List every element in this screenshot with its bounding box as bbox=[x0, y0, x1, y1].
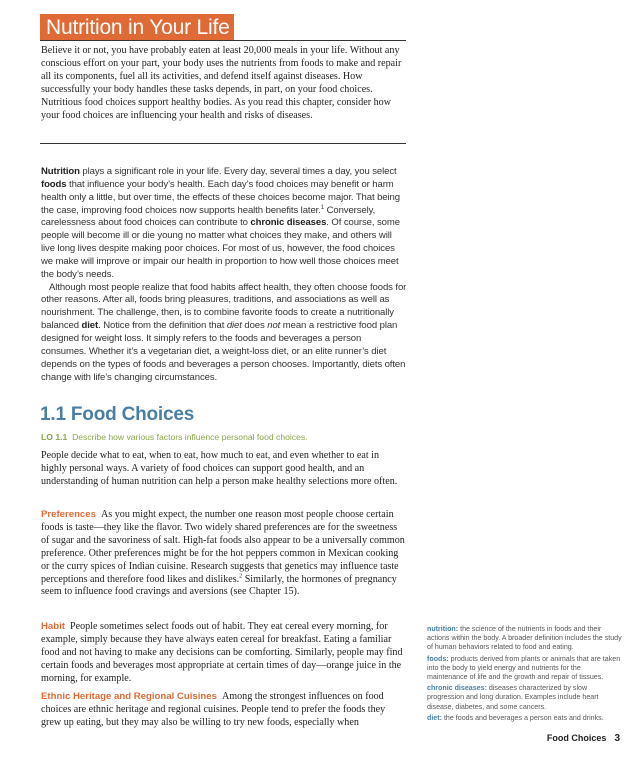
glossary-definition: the science of the nutrients in foods and their actions within the body. A broader definition includes the study of human behaviors related to food and eating. bbox=[427, 625, 622, 652]
page-number: 3 bbox=[614, 733, 620, 744]
ethnic-label: Ethnic Heritage and Regional Cuisines bbox=[41, 691, 217, 702]
paragraph-nutrition bbox=[41, 166, 407, 282]
glossary-entry-diet bbox=[427, 714, 623, 723]
glossary-definition: products derived from plants or animals that are taken into the body to yield energy and nutrients for the maintenance of life and the growth and repair of tissues. bbox=[427, 654, 621, 682]
ethnic-paragraph bbox=[41, 691, 407, 730]
learning-objective bbox=[41, 432, 308, 442]
glossary-definition: the foods and beverages a person eats and drinks. bbox=[441, 713, 604, 722]
text-run: plays a significant role in your life. Every day, several times a day, you select bbox=[79, 166, 397, 177]
footer-label: Food Choices bbox=[546, 733, 607, 743]
emphasis-diet: diet bbox=[226, 320, 242, 332]
text-run: . Notice from the definition that bbox=[98, 320, 227, 332]
text-run: Among the strongest influences on food choices are ethnic heritage and regional cuisines. People tend to prefer the foods they grew up eating, but they may also be willing to try new foods, especially when bbox=[41, 691, 386, 728]
text-run: Although most people realize that food habits affect health, they often choose foods for other reasons. After all, foods bring pleasures, traditions, and associations as well as nourishment. The challenge, then, is to combine favorite foods to create a nutritionally balanced bbox=[41, 281, 407, 332]
page-footer bbox=[547, 733, 620, 744]
section-intro-paragraph: People decide what to eat, when to eat, how much to eat, and even whether to eat in highly personal ways. A variety of food choices can support good health, and an understanding of human nutrition can help a person make healthy selections more often. bbox=[41, 450, 398, 487]
glossary-term: foods: bbox=[427, 654, 449, 663]
term-nutrition[interactable]: Nutrition bbox=[41, 166, 80, 177]
intro-top-rule bbox=[40, 40, 406, 41]
glossary-term: nutrition: bbox=[427, 625, 459, 633]
glossary bbox=[427, 625, 623, 725]
glossary-entry-chronic-diseases bbox=[427, 684, 623, 712]
text-run: does bbox=[241, 320, 268, 332]
glossary-definition: diseases characterized by slow progression and long duration. Examples include heart disease, diabetes, and some cancers. bbox=[427, 684, 599, 711]
glossary-term: diet: bbox=[427, 713, 442, 722]
text-run: mean a restrictive food plan designed for weight loss. It simply refers to the foods and beverages a person consumes. Whether it’s a vegetarian diet, a weight-loss diet, or an elite runner’s diet depends on the types of foods and beverages a person chooses. Importantly, diets often change with life’s changing circumstances. bbox=[41, 320, 406, 383]
intro-bottom-rule bbox=[40, 143, 406, 144]
text-run: . Of course, some people will become ill or die young no matter what choices they make, and others will live long lives despite making poor choices. For most of us, however, the food choices we make will improve or impair our health in proportion to how well those choices meet the body’s needs. bbox=[41, 217, 400, 280]
term-chronic-diseases[interactable]: chronic diseases bbox=[250, 217, 327, 229]
preferences-paragraph bbox=[41, 509, 407, 599]
text-run: Conversely, carelessness about food choices can contribute to bbox=[41, 204, 376, 229]
glossary-entry-foods bbox=[427, 655, 623, 683]
term-foods[interactable]: foods bbox=[41, 178, 67, 190]
lo-text: Describe how various factors influence personal food choices. bbox=[72, 432, 308, 442]
emphasis-not: not bbox=[267, 320, 281, 332]
habit-label: Habit bbox=[41, 621, 65, 632]
glossary-term: chronic diseases: bbox=[427, 684, 487, 693]
section-heading: 1.1 Food Choices bbox=[40, 404, 195, 425]
main-body bbox=[41, 166, 407, 384]
glossary-entry-nutrition bbox=[427, 625, 623, 653]
intro-title: Nutrition in Your Life bbox=[40, 14, 234, 41]
paragraph-diet bbox=[41, 282, 407, 385]
intro-text: Believe it or not, you have probably eaten at least 20,000 meals in your life. Without any conscious effort on your part, your body uses the nutrients from foods to make and repair all its components, fuel all its activities, and defend itself against diseases. How successfully your body handles these tasks depends, in part, on your food choices. Nutritious food choices support healthy bodies. As you read this chapter, consider how your food choices are influencing your health and risks of diseases. bbox=[41, 45, 402, 121]
habit-paragraph bbox=[41, 621, 407, 686]
text-run: People sometimes select foods out of habit. They eat cereal every morning, for example, simply because they have always eaten cereal for breakfast. Eating a familiar food and not having to make any decisions can be comforting. Similarly, people may find certain foods and beverages most appropriate at certain times of day—orange juice in the morning, for example. bbox=[41, 621, 403, 684]
term-diet[interactable]: diet bbox=[81, 320, 99, 332]
preferences-label: Preferences bbox=[41, 509, 96, 520]
text-run: that influence your body’s health. Each day’s food choices may benefit or harm health only a little, but over time, the effects of these choices become major. That being the case, improving food choices now supports health benefits later. bbox=[41, 178, 400, 216]
footnote-ref-1[interactable]: 1 bbox=[320, 204, 325, 211]
text-run: As you might expect, the number one reason most people choose certain foods is taste—they like the flavor. Two widely shared preferences are for the sweetness of sugar and the savoriness of salt. High-fat foods also appear to be a universally common preference. Other preferences might be for the hot peppers common in Mexican cooking or the curry spices of Indian cuisine. Research suggests that genetics may influence taste perceptions and therefore food likes and dislikes. bbox=[41, 509, 405, 585]
lo-label: LO 1.1 bbox=[41, 432, 68, 442]
footnote-ref-2[interactable]: 2 bbox=[239, 573, 243, 580]
text-run: Similarly, the hormones of pregnancy seem to influence food cravings and aversions (see Chapter 15). bbox=[41, 573, 397, 598]
